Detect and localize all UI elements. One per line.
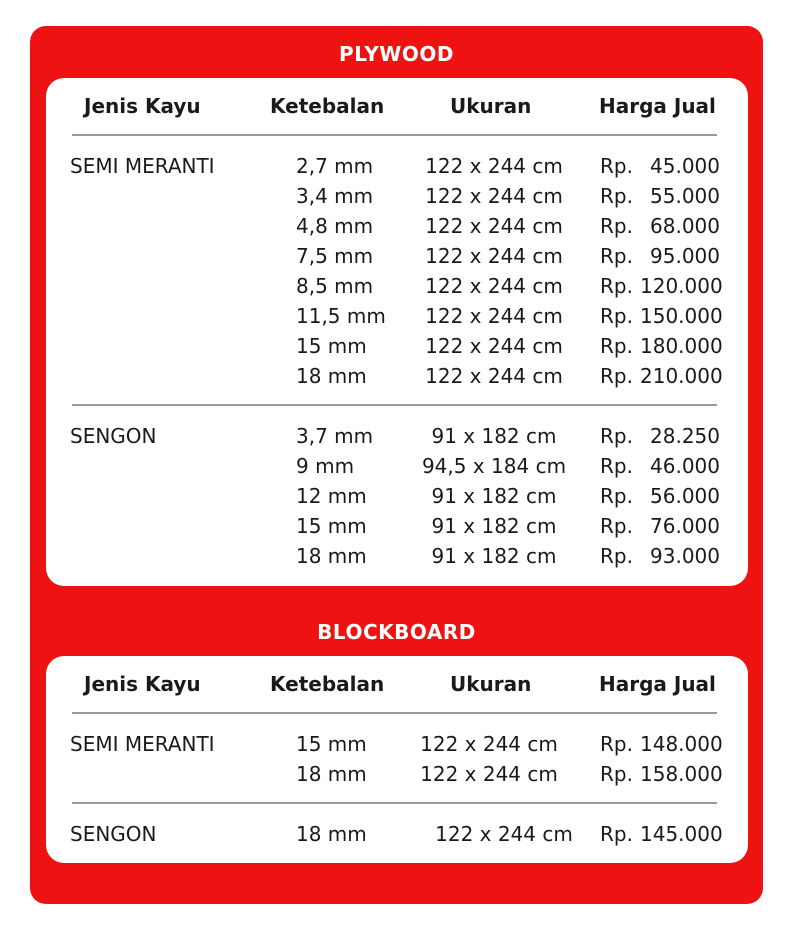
- price-amount: 68.000: [650, 214, 720, 238]
- blockboard-section-title: BLOCKBOARD: [317, 620, 476, 644]
- thickness-cell: 18 mm: [296, 544, 367, 568]
- currency-label: Rp.: [600, 244, 633, 268]
- header-ketebalan: Ketebalan: [270, 94, 385, 118]
- size-cell: 122 x 244 cm: [425, 304, 563, 328]
- size-cell: 94,5 x 184 cm: [421, 454, 567, 478]
- size-cell: 91 x 182 cm: [431, 424, 557, 448]
- thickness-cell: 7,5 mm: [296, 244, 374, 268]
- plywood-section-title: PLYWOOD: [339, 42, 454, 66]
- price-amount: 45.000: [650, 154, 720, 178]
- thickness-cell: 18 mm: [296, 822, 367, 846]
- thickness-cell: 8,5 mm: [296, 274, 374, 298]
- size-cell: 122 x 244 cm: [435, 822, 573, 846]
- currency-label: Rp.: [600, 334, 633, 358]
- price-amount: 56.000: [650, 484, 720, 508]
- price-cell: [600, 484, 720, 508]
- thickness-cell: 12 mm: [296, 484, 367, 508]
- currency-label: Rp.: [600, 454, 633, 478]
- wood-type-semi-meranti: SEMI MERANTI: [70, 732, 215, 756]
- header-divider: [72, 134, 717, 136]
- price-amount: 148.000: [640, 732, 723, 756]
- price-amount: 46.000: [650, 454, 720, 478]
- header-jenis-kayu: Jenis Kayu: [84, 672, 201, 696]
- header-ukuran: Ukuran: [450, 672, 532, 696]
- header-harga-jual: Harga Jual: [599, 94, 716, 118]
- header-harga-jual: Harga Jual: [599, 672, 716, 696]
- wood-type-sengon: SENGON: [70, 822, 157, 846]
- currency-label: Rp.: [600, 364, 633, 388]
- price-cell: [600, 514, 720, 538]
- thickness-cell: 18 mm: [296, 364, 367, 388]
- price-amount: 145.000: [640, 822, 723, 846]
- group-divider: [72, 802, 717, 804]
- size-cell: 122 x 244 cm: [425, 274, 563, 298]
- currency-label: Rp.: [600, 184, 633, 208]
- currency-label: Rp.: [600, 762, 633, 786]
- currency-label: Rp.: [600, 484, 633, 508]
- size-cell: 122 x 244 cm: [425, 364, 563, 388]
- price-cell: [600, 822, 723, 846]
- size-cell: 122 x 244 cm: [425, 184, 563, 208]
- price-amount: 76.000: [650, 514, 720, 538]
- currency-label: Rp.: [600, 514, 633, 538]
- price-amount: 158.000: [640, 762, 723, 786]
- size-cell: 91 x 182 cm: [431, 514, 557, 538]
- header-ukuran: Ukuran: [450, 94, 532, 118]
- price-amount: 93.000: [650, 544, 720, 568]
- currency-label: Rp.: [600, 732, 633, 756]
- size-cell: 122 x 244 cm: [420, 732, 558, 756]
- currency-label: Rp.: [600, 154, 633, 178]
- header-divider: [72, 712, 717, 714]
- price-amount: 120.000: [640, 274, 723, 298]
- currency-label: Rp.: [600, 424, 633, 448]
- price-cell: [600, 454, 720, 478]
- thickness-cell: 4,8 mm: [296, 214, 374, 238]
- price-cell: [600, 274, 723, 298]
- price-cell: [600, 304, 723, 328]
- currency-label: Rp.: [600, 544, 633, 568]
- price-cell: [600, 244, 720, 268]
- price-list-frame: [30, 26, 763, 904]
- thickness-cell: 15 mm: [296, 514, 367, 538]
- thickness-cell: 15 mm: [296, 334, 367, 358]
- currency-label: Rp.: [600, 304, 633, 328]
- size-cell: 122 x 244 cm: [425, 244, 563, 268]
- size-cell: 91 x 182 cm: [431, 544, 557, 568]
- price-cell: [600, 762, 723, 786]
- price-cell: [600, 184, 720, 208]
- size-cell: 122 x 244 cm: [420, 762, 558, 786]
- price-amount: 95.000: [650, 244, 720, 268]
- price-cell: [600, 424, 720, 448]
- thickness-cell: 2,7 mm: [296, 154, 374, 178]
- size-cell: 122 x 244 cm: [425, 334, 563, 358]
- currency-label: Rp.: [600, 822, 633, 846]
- thickness-cell: 11,5 mm: [296, 304, 386, 328]
- group-divider: [72, 404, 717, 406]
- blockboard-table: [46, 656, 748, 863]
- currency-label: Rp.: [600, 274, 633, 298]
- price-cell: [600, 214, 720, 238]
- size-cell: 91 x 182 cm: [431, 484, 557, 508]
- thickness-cell: 3,4 mm: [296, 184, 374, 208]
- size-cell: 122 x 244 cm: [425, 154, 563, 178]
- thickness-cell: 18 mm: [296, 762, 367, 786]
- wood-type-sengon: SENGON: [70, 424, 157, 448]
- price-amount: 55.000: [650, 184, 720, 208]
- header-jenis-kayu: Jenis Kayu: [84, 94, 201, 118]
- price-cell: [600, 732, 723, 756]
- wood-type-semi-meranti: SEMI MERANTI: [70, 154, 215, 178]
- price-cell: [600, 154, 720, 178]
- currency-label: Rp.: [600, 214, 633, 238]
- thickness-cell: 15 mm: [296, 732, 367, 756]
- price-cell: [600, 364, 723, 388]
- price-amount: 210.000: [640, 364, 723, 388]
- plywood-table: [46, 78, 748, 586]
- thickness-cell: 9 mm: [296, 454, 355, 478]
- size-cell: 122 x 244 cm: [425, 214, 563, 238]
- thickness-cell: 3,7 mm: [296, 424, 374, 448]
- price-amount: 28.250: [650, 424, 720, 448]
- price-amount: 180.000: [640, 334, 723, 358]
- price-cell: [600, 544, 720, 568]
- price-cell: [600, 334, 723, 358]
- price-amount: 150.000: [640, 304, 723, 328]
- header-ketebalan: Ketebalan: [270, 672, 385, 696]
